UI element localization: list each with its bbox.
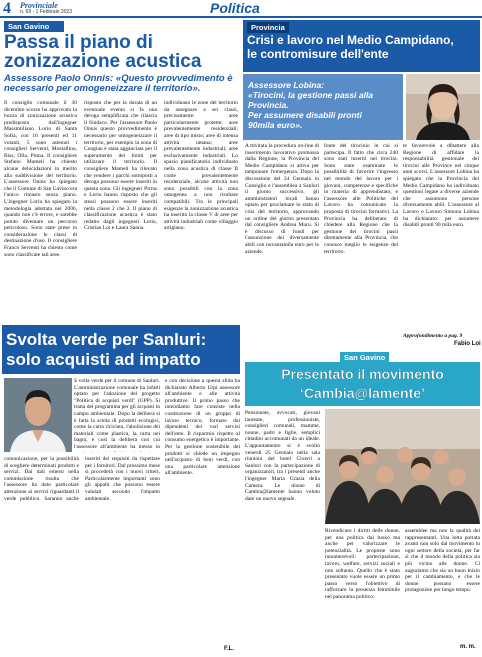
body-column-2: comunicazione, per la possibilità di scegliere determinati prodotti e servizi. Dai dati emersi nella commissione risulta che l'assessore ha dato particolare attenzione ai servizi riguardanti il verde pubblico. Saranno anche inseriti dei requisiti da rispettare per i fornitori. Dal prossimo mese si procederà con i nuovi criteri. Particolarmente importanti sono gli appalti che possono essere valutati secondo l'impatto ambientale.: [4, 456, 160, 502]
section-title: Politica: [210, 0, 260, 16]
publication-logo: Provinciale: [20, 1, 58, 10]
headline-line-2: zonizzazione acustica: [4, 51, 202, 72]
body-column-2: fonte del tirocinio in cui si partecipa. Il fatto che circa 240 sono stati inseriti nei tirocini. Sono state esaminate le possibilità di favorire l'ingresso nel mondo del lavoro per i giovani, competenze e specifiche in materia di apprendistato, e l'assessore alle Politiche del Lavoro ha comunicato la proposta di tirocini formativi. La Provincia ha deliberato di chiedere alla Regione che la gestione dei tirocini passi direttamente alla Provincia, che conosce meglio le esigenze del territorio.: [324, 143, 398, 255]
author-signature: F.L.: [224, 646, 234, 652]
author-signature: Fabio Loi: [454, 341, 481, 347]
quote-author: Assessore Lobina:: [248, 80, 325, 90]
body-column-3: e con decisione a questa sfida ha dichiarato Alberto Urpi assessore all'ambiente e alle attività produttive. Il primo passo che intendiamo fare consiste nella costituzione di un gruppo di lavoro tecnico, formato dai dipendenti dei vari servizi dell'ente. Il risparmio rispetto al consumo energetico è importante. Per la gestione sostenibile dei prodotti si chiede un impegno nell'acquisto di beni verdi, con una particolare attenzione all'ambiente.: [165, 378, 240, 477]
body-column-1: Pensionate, avvocati, giovani laureate, professioniste, consiglieri comunali, mamme, nonne, padri e figlie, semplici cittadini accomunati da un ideale. L'appuntamento si è svolto venerdì 25 Gennaio nella sala riunioni del hotel Cixerri a Sanluri con la partecipazione di organizzatori, tra i presenti anche l'ingegner Maria Grazia della Camera. Le donne di Cambia@lamente hanno voluto dare un nuovo segnale.: [245, 410, 320, 502]
headline-line-2: ‘Cambia@lamente’: [300, 385, 425, 401]
quote-line-4: 90mila euro».: [248, 120, 303, 130]
headline-line-1: Svolta verde per Sanluri:: [6, 330, 207, 349]
body-column-2: Rivendicare i diritti delle donne, per una politica dal basso ma anche per valorizzare le potenzialità. Le proposte sono innumerevoli: partecipazione, lavoro, welfare, servizi sociali e non soltanto. Quello che è stato presentato vuole essere un primo passo verso l'obiettivo di rafforzare la presenza femminile nel panorama politico.: [325, 528, 400, 600]
body-column-3: individuano le zone del territorio da assegnare a sei classi, precisamente: aree particolarmente protette; aree prevalentemente residenziali; aree di tipo misto; aree di intensa attività umana; aree prevalentemente industriali; aree esclusivamente industriali. Lo spazio pianificatorio individuato nella zona acustica di classe II come prevalentemente residenziale, alcune attività non sono possibili con la zona omogenea a non risultare compatibili. Tra le principali esigenze la zonizzazione acustica ha inserito la classe V di aree per attività industriali come villaggio artigiano.: [164, 100, 238, 232]
author-signature: m. m.: [460, 644, 476, 650]
quote-line-2: Provincia.: [248, 100, 289, 110]
article-body: [245, 410, 480, 650]
article-body: [245, 143, 479, 348]
body-column-3: assemblee ma non la qualità dei rappresentanti. Una lotta portata avanti non solo dal movimento in ogni settore della società, per far sì che il mondo della politica sia più vicino alle donne. Ci auguriamo che sia un buon inizio per il cambiamento, e che le donne possano essere protagoniste per lungo tempo.: [405, 528, 480, 594]
body-column-1: S volta verde per il comune di Sanluri. L'amministrazione comunale ha infatti optato per l'adozione del progetto "Politica di acquisti verdi" (GPP). Si tratta del programma per gli acquisti in campo ambientale. Dopo la delibera si è fatta la scelta di prodotti ecologici, come la carta riciclata, l'abolizione dei materiali come plastica, la carta nei bagni, e così la delibera con cui l'assessore all'ambiente ha messo in: [74, 378, 160, 450]
assessore-photo: [406, 74, 480, 140]
headline-line-2: solo acquisti ad impatto: [6, 350, 201, 369]
page-header: [0, 0, 482, 18]
body-column-3: te favorevole a dibattere alla Regione di affidare la responsabilità gestionale dei tirocini alle Province nei cinque anni scorsi. L'assessore Lobina ha spiegato che la Provincia del Medio Campidano ha individuato questioni legate a diverse aziende che assumono persone diversamente abili. L'assessore al Lavoro e Lavoro Simona Lobina ha dichiarato: per assumere disabili pronti 90 mila euro.: [403, 143, 479, 229]
headline-line-2: le contromisure dell'ente: [247, 47, 389, 61]
headline-line-1: Crisi e lavoro nel Medio Campidano,: [247, 33, 454, 47]
kicker-san-gavino: San Gavino: [4, 21, 64, 32]
body-column-2: risposto che per la durata di un eventuale evento si fa una deroga semplificata che rilascia il Sindaco. Per l'assessore Paolo Onnis questo provvedimento è necessario per omogeneizzare il territorio, per esempio la zona di Congiau è stata agganciata per il superamento dei limiti per utilizzare il territorio. Il consigliere Mameli ha rilevato che vendere i parchi sottoposti a deroga possono essere inseriti in questa zona. Gli ingegneri Pirras e Loriu hanno risposto che gli stessi possono essere inseriti nella classe 2 che 3. Il piano di classificazione acustica è stato redatto dagli ingegneri Loriu, Cristian Loi e Laura Sanna.: [84, 100, 157, 232]
article-subtitle: Assessore Paolo Onnis: «Questo provvedimento è necessario per omogeneizzare il territorio».: [4, 73, 233, 94]
page-reference: Approfondimento a pag. 9: [403, 333, 463, 339]
article-body: [4, 100, 238, 320]
quote-line-1: «Tirocini, la gestione passi alla: [248, 90, 374, 100]
body-column-1: Il consiglio comunale il 30 dicembre scorso ha approvato la bozza di zonizzazione acustica predisposta dall'ingegner Massimiliano Loriu di Santa Sofia, con 16 presenti ed 11 votanti, 5 sono astenuti i consiglieri Serventi, Mostallino, Biss, Olla, Pinna. Il consigliere Stefano Mameli ha chiesto alcune delucidazioni in merito alla suddivisione del territorio. L'assessore Onnis ha spiegato che il Comune di San Gavino era l'unico rimasto senza piano. L'ingegner Loriu ha spiegato la metodologia adottata nel 2006, quando non c'è errore, e sarebbe potuto diventare un percorso pericoloso. Sono state prese in considerazione le classi di destinazione d'uso. Il consigliere Franco Serventi ha chiesto come sono classificate tali aree.: [4, 100, 77, 258]
kicker-provincia: Provincia: [247, 22, 289, 33]
quote-line-3: Per assumere disabili pronti: [248, 110, 362, 120]
page-number: 4: [3, 0, 11, 17]
body-column-1: A ttivitata la procedura on-line di inserimento lavorativo promossa dalla Regione, la Provincia del Medio Campidano si attiva per tamponare l'emergenza. Dopo la discussione del 24 Gennaio in Consiglio e l'assemblea a Sanluri il giorno successivo, gli amministratori locali hanno optato per proclamare lo stato di crisi del territorio, approvando un ordine del giorno presentato dal consigliere Andrea Muru. Si è discusso di fondi per l'assunzione dei diversamente abili con novantamila euro per le aziende.: [245, 143, 319, 255]
headline-line-1: Passa il piano di: [4, 32, 153, 53]
headline-line-1: Presentato il movimento: [281, 366, 444, 382]
issue-line: n. 69 - 1 Febbraio 2023: [20, 9, 72, 15]
article-body: [4, 378, 240, 648]
kicker-san-gavino: San Gavino: [340, 352, 389, 363]
